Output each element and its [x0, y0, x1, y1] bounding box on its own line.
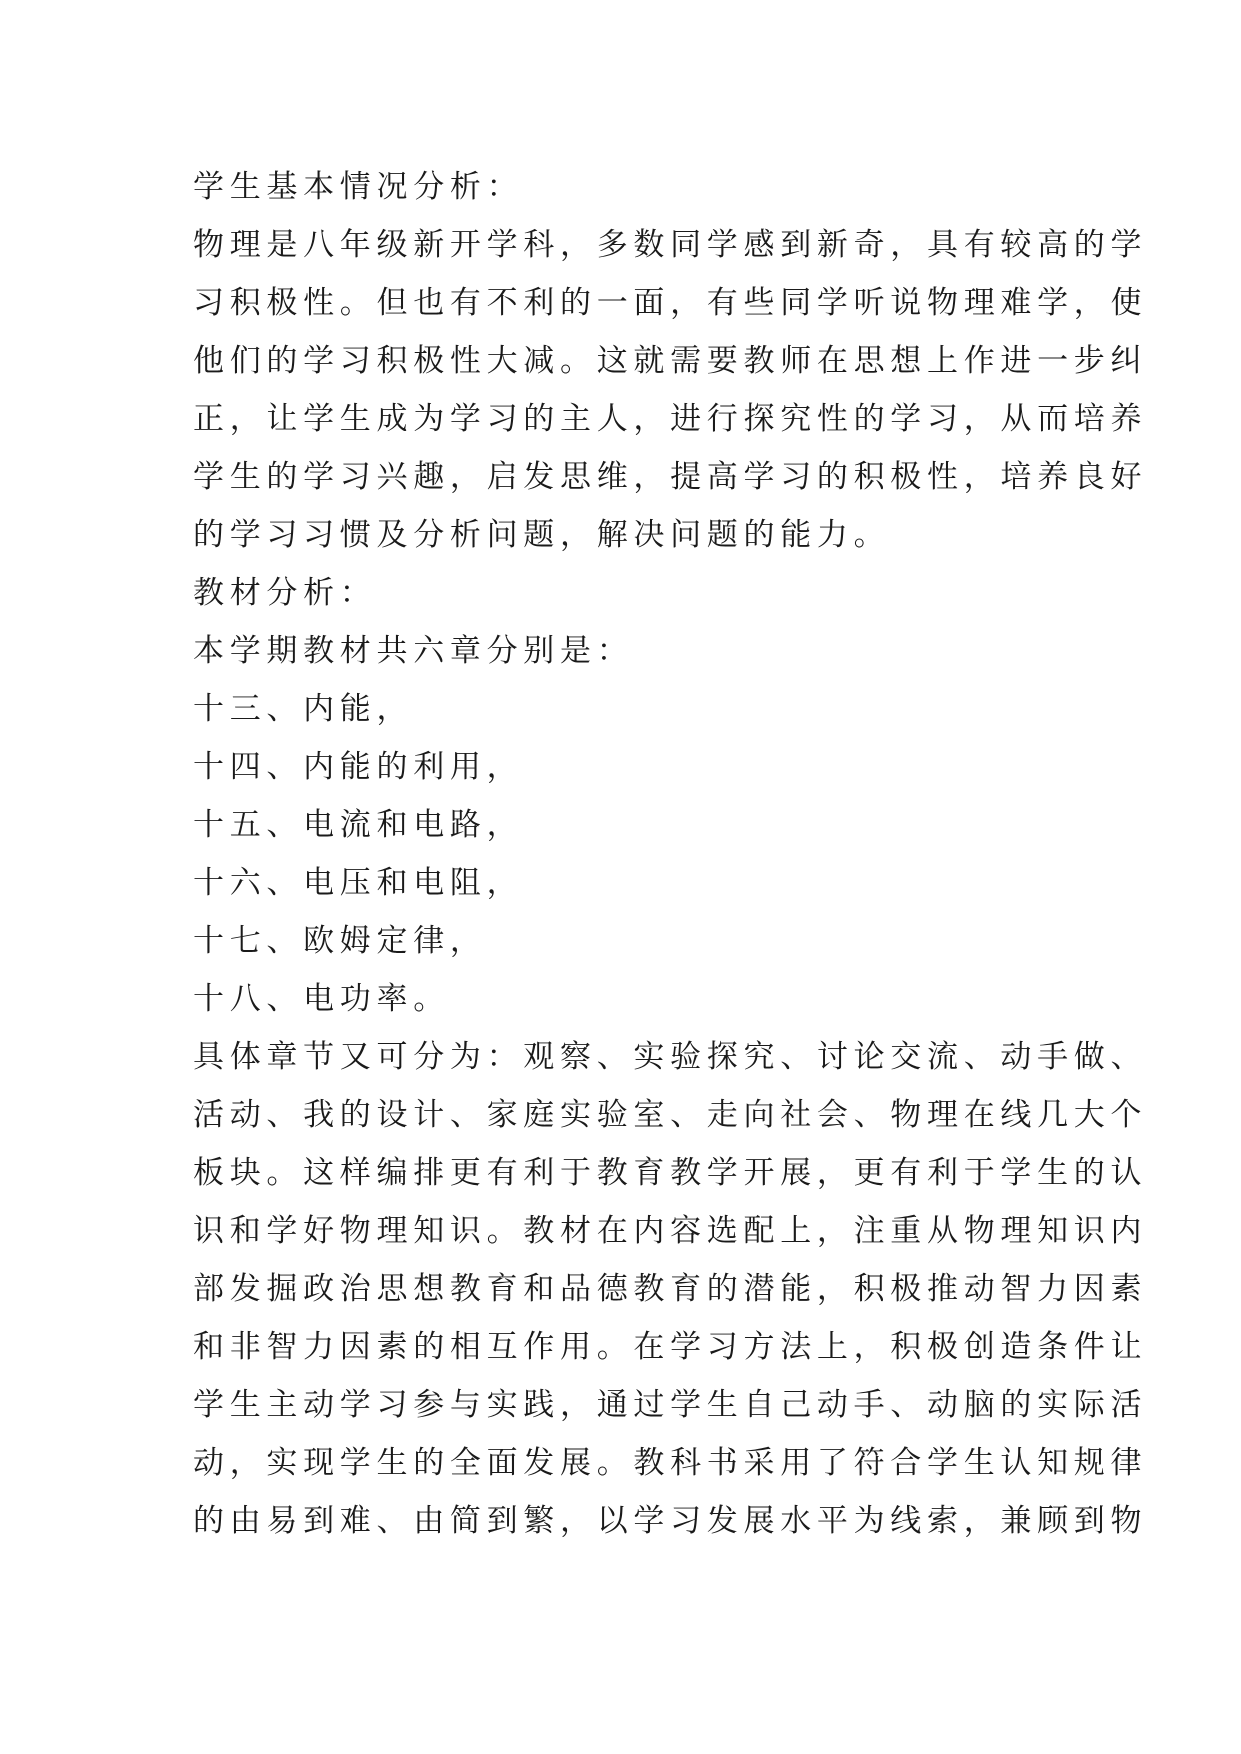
paragraph-line: 活动、我的设计、家庭实验室、走向社会、物理在线几大个	[193, 1097, 1148, 1133]
chapter-list-item: 十七、欧姆定律，	[193, 923, 487, 959]
paragraph-line: 具体章节又可分为：观察、实验探究、讨论交流、动手做、	[193, 1039, 1148, 1075]
paragraph-line: 的学习习惯及分析问题，解决问题的能力。	[193, 517, 891, 553]
section-heading-student-analysis: 学生基本情况分析：	[193, 169, 524, 205]
paragraph-line: 正，让学生成为学习的主人，进行探究性的学习，从而培养	[193, 401, 1148, 437]
chapter-list-item: 十八、电功率。	[193, 981, 450, 1017]
paragraph-line: 识和学好物理知识。教材在内容选配上，注重从物理知识内	[193, 1213, 1148, 1249]
chapter-list-item: 十六、电压和电阻，	[193, 865, 524, 901]
chapter-list-item: 十三、内能，	[193, 691, 414, 727]
chapter-list-item: 十五、电流和电路，	[193, 807, 524, 843]
paragraph-line: 的由易到难、由简到繁，以学习发展水平为线索，兼顾到物	[193, 1503, 1148, 1539]
paragraph-line: 部发掘政治思想教育和品德教育的潜能，积极推动智力因素	[193, 1271, 1148, 1307]
paragraph-line: 他们的学习积极性大减。这就需要教师在思想上作进一步纠	[193, 343, 1148, 379]
paragraph-line: 学生的学习兴趣，启发思维，提高学习的积极性，培养良好	[193, 459, 1148, 495]
paragraph-line: 物理是八年级新开学科，多数同学感到新奇，具有较高的学	[193, 227, 1148, 263]
paragraph-line: 学生主动学习参与实践，通过学生自己动手、动脑的实际活	[193, 1387, 1148, 1423]
document-body	[193, 158, 1148, 1550]
paragraph-line: 板块。这样编排更有利于教育教学开展，更有利于学生的认	[193, 1155, 1148, 1191]
paragraph-line: 和非智力因素的相互作用。在学习方法上，积极创造条件让	[193, 1329, 1148, 1365]
section-heading-textbook-analysis: 教材分析：	[193, 575, 377, 611]
paragraph-line: 习积极性。但也有不利的一面，有些同学听说物理难学，使	[193, 285, 1148, 321]
paragraph-line: 本学期教材共六章分别是：	[193, 633, 634, 669]
paragraph-line: 动，实现学生的全面发展。教科书采用了符合学生认知规律	[193, 1445, 1148, 1481]
chapter-list-item: 十四、内能的利用，	[193, 749, 524, 785]
